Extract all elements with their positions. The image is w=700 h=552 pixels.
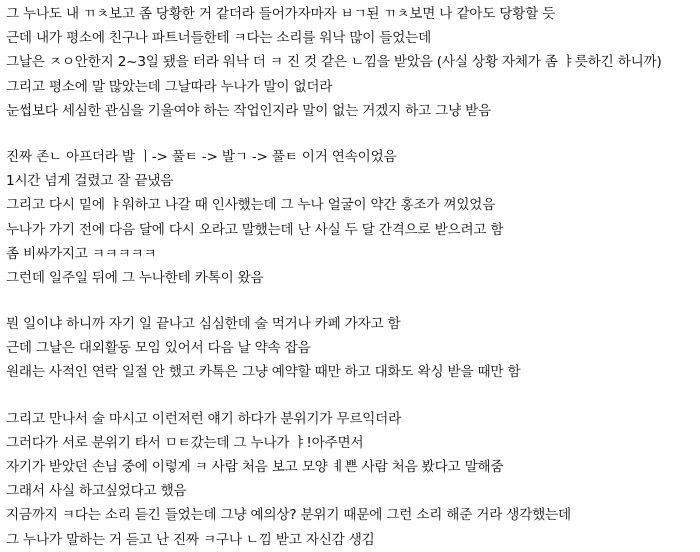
text-line: 뭔 일이냐 하니까 자기 일 끝나고 심심한데 술 먹거나 카페 가자고 함 <box>6 316 401 333</box>
text-line: 근데 그날은 대외활동 모임 있어서 다음 날 약속 잡음 <box>6 340 311 357</box>
paragraph-3 <box>6 312 700 385</box>
text-line: 그 누나가 말하는 거 듣고 난 진짜 ㅋ구나 ㄴ낌 받고 자신감 생김 <box>6 531 375 548</box>
text-line: 그리고 다시 밑에 ㅑ워하고 나갈 때 인사했는데 그 누나 얼굴이 약간 홍조가 껴있었음 <box>6 197 496 214</box>
text-line: 진짜 존ㄴ 아프더라 발 ㅣ-> 풀ㅌ -> 발ㄱ -> 풀ㅌ 이거 연속이었음 <box>6 148 397 165</box>
text-line: 그리고 평소에 말 많았는데 그날따라 누나가 말이 없더라 <box>6 78 333 95</box>
paragraph-2 <box>6 145 700 290</box>
text-line: 그리고 만나서 술 마시고 이런저런 얘기 하다가 분위기가 무르익더라 <box>6 410 402 427</box>
text-line: 눈썹보다 세심한 관심을 기울여야 하는 작업인지라 말이 없는 거겠지 하고 그냥 받음 <box>6 102 492 119</box>
text-line: 원래는 사적인 연락 일절 안 했고 카톡은 그냥 예약할 때만 하고 대화도 왁싱 받을 때만 함 <box>6 364 521 381</box>
text-line: 1시간 넘게 걸렸고 잘 끝냈음 <box>6 173 174 190</box>
text-line: 지금까지 ㅋ다는 소리 듣긴 들었는데 그냥 예의상? 분위기 때문에 그런 소리 해준 거라 생각했는데 <box>6 507 571 524</box>
text-line: 누나가 가기 전에 다음 달에 다시 오라고 말했는데 난 사실 두 달 간격으로 받으려고 함 <box>6 221 504 238</box>
text-line: 좀 비싸가지고 ㅋㅋㅋㅋㅋ <box>6 245 157 262</box>
text-line: 자기가 받았던 손님 중에 이렇게 ㅋ 사람 처음 보고 모양 ㅖ쁜 사람 처음 봤다고 말해줌 <box>6 459 504 475</box>
text-line: 그러다가 서로 분위기 타서 ㅁㅌ갔는데 그 누나가 ㅑ!아주면서 <box>6 434 364 451</box>
text-line: 그런데 일주일 뒤에 그 누나한테 카톡이 왔음 <box>6 269 264 286</box>
text-line: 그 누나도 내 ㄲㅊ보고 좀 당황한 거 같더라 들어가자마자 ㅂㄱ된 ㄲㅊ보면 나 같아도 당황할 듯 <box>6 6 556 22</box>
text-line: 근데 내가 평소에 친구나 파트너들한테 ㅋ다는 소리를 워낙 많이 들었는데 <box>6 30 432 47</box>
paragraph-1 <box>6 2 700 123</box>
text-line: 그날은 ㅈㅇ안한지 2~3일 됐을 터라 워낙 더 ㅋ 진 것 같은 ㄴ낌을 받았음 (사실 상황 자체가 좀 ㅑ릇하긴 하니까) <box>6 54 662 71</box>
text-line: 그래서 사실 하고싶었다고 했음 <box>6 483 187 500</box>
